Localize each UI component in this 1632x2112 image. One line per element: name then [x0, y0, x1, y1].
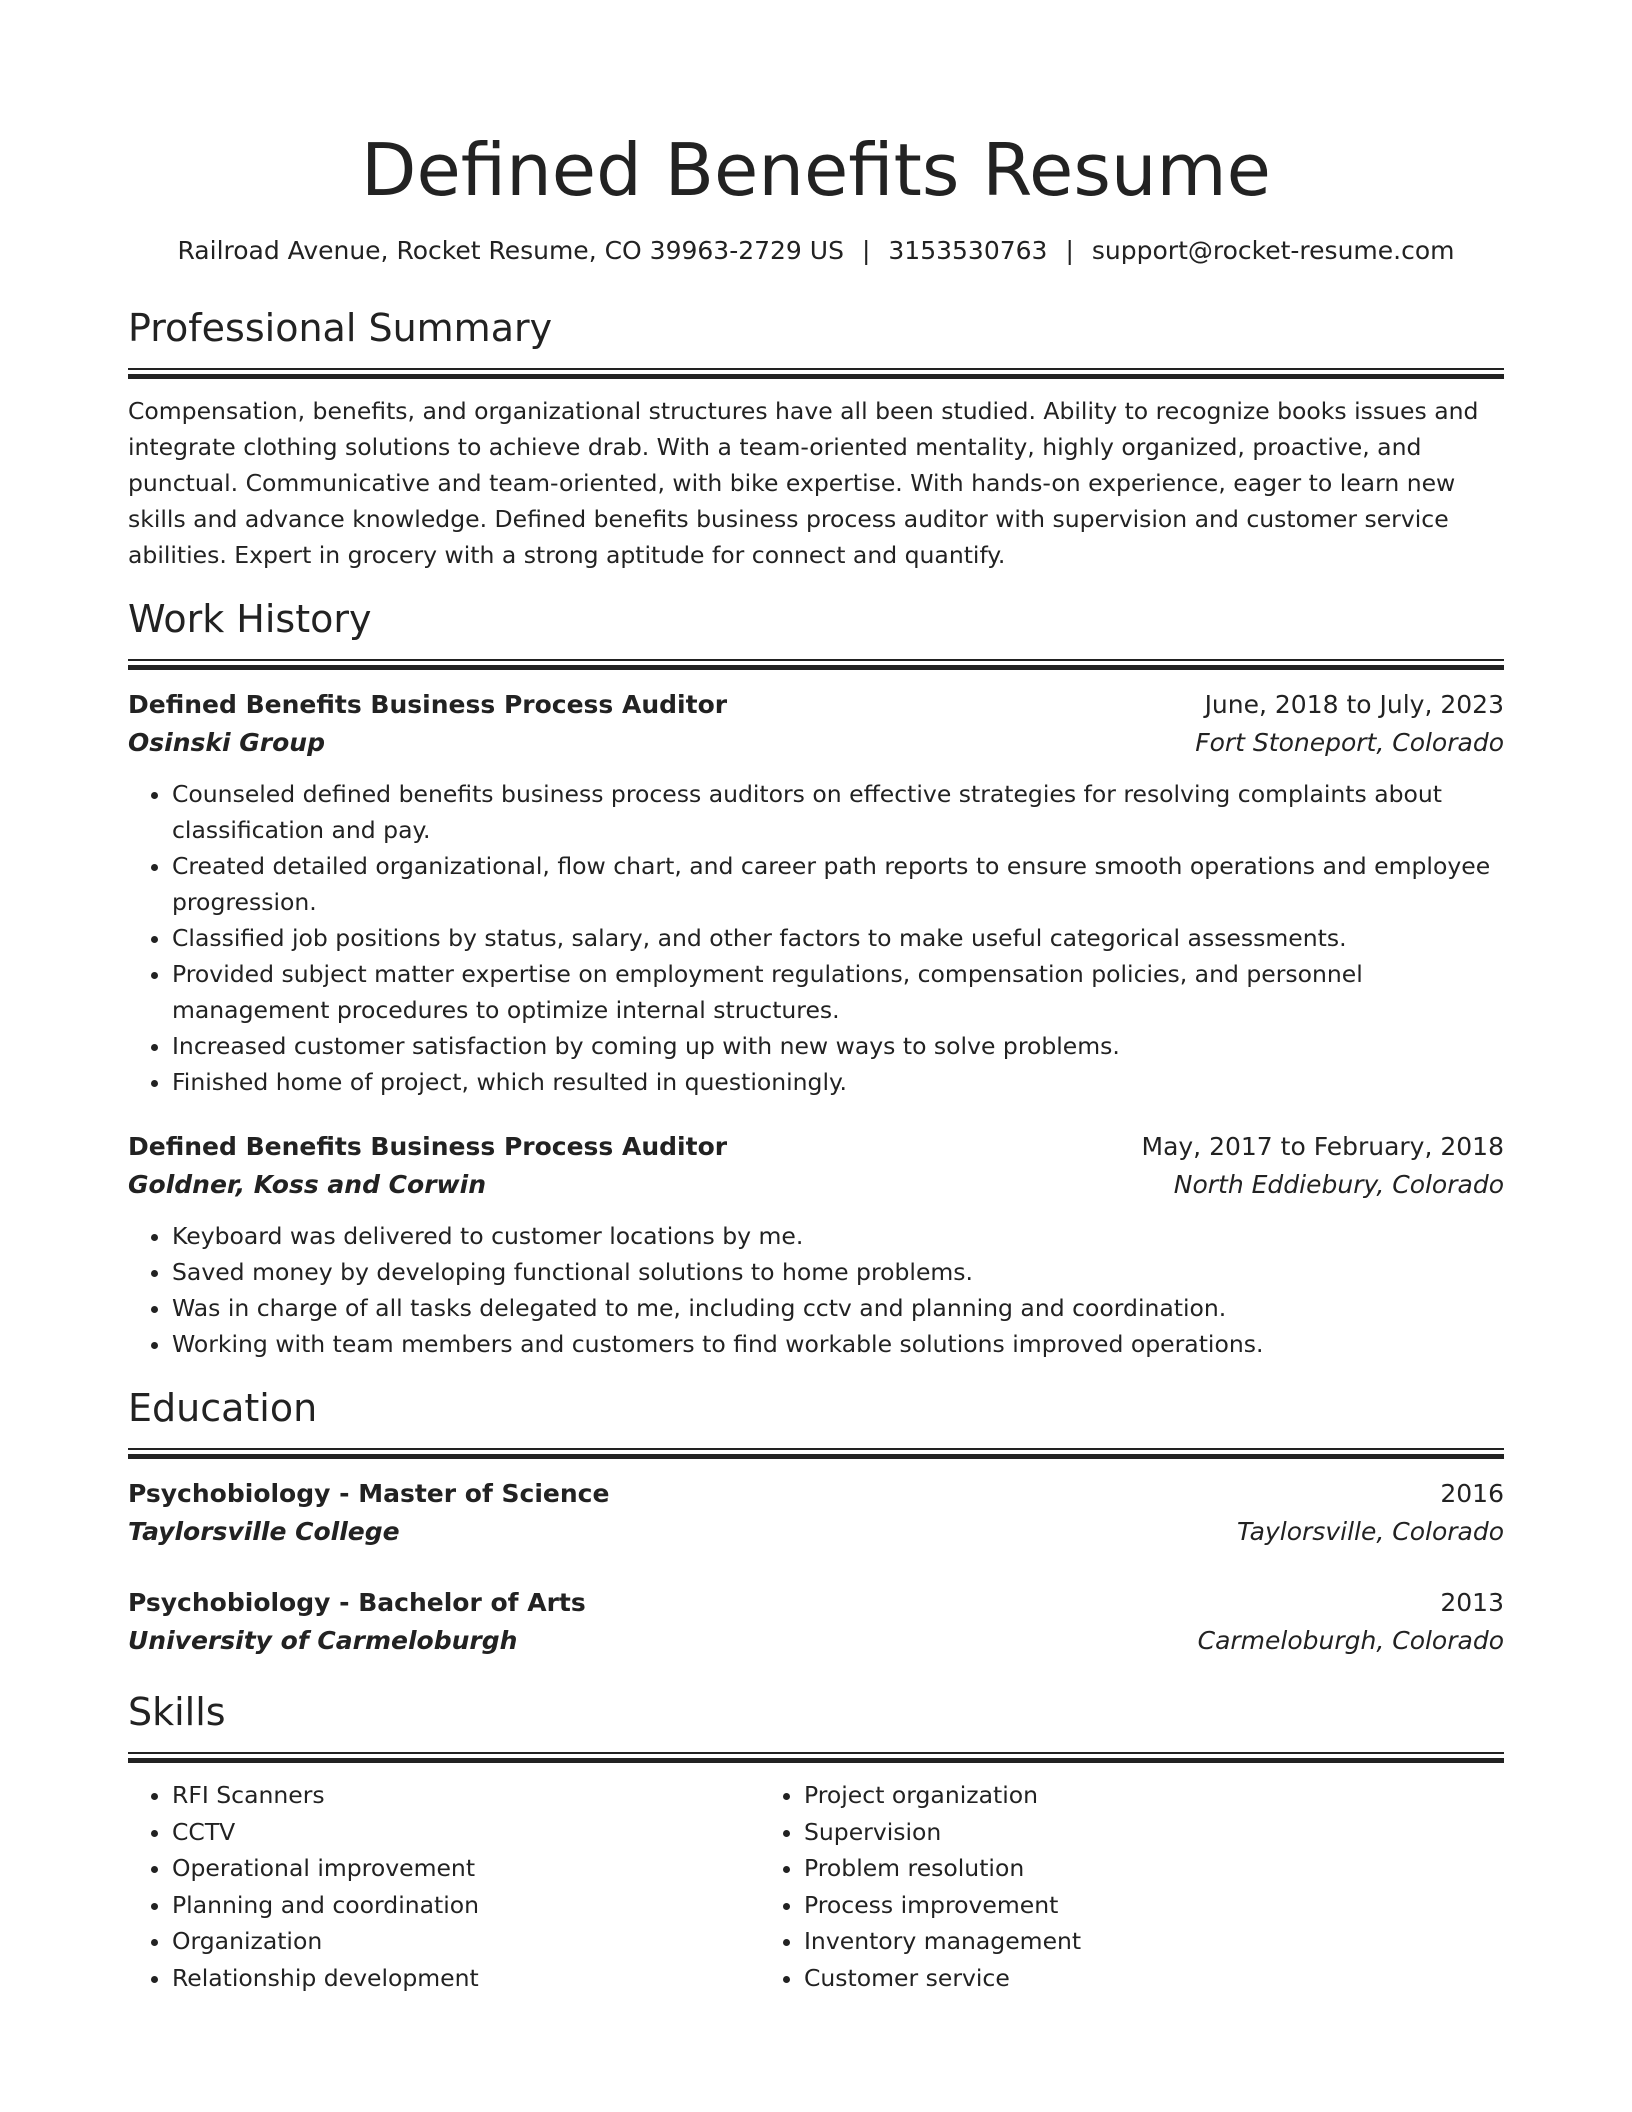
job-bullets	[128, 776, 1504, 1100]
education-year: 2013	[1440, 1588, 1504, 1617]
list-item: • Keyboard was delivered to customer locations by me.	[172, 1218, 1504, 1254]
education-entry	[128, 1584, 1504, 1660]
list-item: • Relationship development	[172, 1960, 760, 1997]
section-divider	[128, 368, 1504, 379]
job-bullets	[128, 1218, 1504, 1362]
list-item: • Saved money by developing functional solutions to home problems.	[172, 1254, 1504, 1290]
list-item: • Planning and coordination	[172, 1887, 760, 1924]
job-entry	[128, 686, 1504, 1100]
list-item: • Process improvement	[804, 1887, 1392, 1924]
education-degree: Psychobiology - Bachelor of Arts	[128, 1588, 586, 1617]
list-item: • Inventory management	[804, 1923, 1392, 1960]
job-org-row	[128, 724, 1504, 762]
section-heading-education: Education	[128, 1386, 318, 1430]
job-header-row	[128, 686, 1504, 724]
list-item: • Project organization	[804, 1777, 1392, 1814]
education-school: Taylorsville College	[128, 1517, 400, 1546]
education-entry	[128, 1475, 1504, 1551]
section-divider	[128, 1448, 1504, 1459]
contact-separator: |	[1065, 236, 1074, 265]
education-school-row	[128, 1622, 1504, 1660]
list-item: • Finished home of project, which resulted in questioningly.	[172, 1064, 1504, 1100]
job-header-row	[128, 1128, 1504, 1166]
work-section	[128, 595, 1504, 1362]
section-divider	[128, 1752, 1504, 1763]
list-item: • Customer service	[804, 1960, 1392, 1997]
education-school-row	[128, 1513, 1504, 1551]
skills-list-right	[760, 1777, 1392, 1996]
list-item: • Operational improvement	[172, 1850, 760, 1887]
job-location: Fort Stoneport, Colorado	[1195, 728, 1504, 757]
skills-list-left	[128, 1777, 760, 1996]
list-item: • Supervision	[804, 1814, 1392, 1851]
job-org-row	[128, 1166, 1504, 1204]
summary-section	[128, 304, 1504, 573]
job-company: Osinski Group	[128, 728, 325, 757]
skills-columns	[128, 1777, 1504, 1996]
list-item: • Created detailed organizational, flow chart, and career path reports to ensure smooth operations and employee progression.	[172, 848, 1504, 920]
section-heading-work: Work History	[128, 597, 372, 641]
list-item: • Provided subject matter expertise on employment regulations, compensation policies, and personnel management procedures to optimize internal structures.	[172, 956, 1504, 1028]
section-heading-summary: Professional Summary	[128, 306, 553, 350]
section-divider	[128, 659, 1504, 670]
contact-separator: |	[861, 236, 871, 265]
list-item: • Organization	[172, 1923, 760, 1960]
contact-address: Railroad Avenue, Rocket Resume, CO 39963-2729 US	[177, 236, 844, 265]
list-item: • Was in charge of all tasks delegated to me, including cctv and planning and coordination.	[172, 1290, 1504, 1326]
job-dates: May, 2017 to February, 2018	[1141, 1132, 1504, 1161]
resume-title: Defined Benefits Resume	[361, 128, 1271, 212]
list-item: • Increased customer satisfaction by coming up with new ways to solve problems.	[172, 1028, 1504, 1064]
list-item: • Problem resolution	[804, 1850, 1392, 1887]
job-entry	[128, 1128, 1504, 1362]
list-item: • Classified job positions by status, salary, and other factors to make useful categorical assessments.	[172, 920, 1504, 956]
job-company: Goldner, Koss and Corwin	[128, 1170, 486, 1199]
skills-section	[128, 1688, 1504, 1996]
education-location: Taylorsville, Colorado	[1237, 1517, 1504, 1546]
section-heading-skills: Skills	[128, 1690, 226, 1734]
contact-phone: 3153530763	[888, 236, 1048, 265]
education-header-row	[128, 1584, 1504, 1622]
education-section	[128, 1384, 1504, 1660]
job-title: Defined Benefits Business Process Auditor	[128, 690, 728, 719]
contact-line	[128, 234, 1504, 268]
contact-email: support@rocket-resume.com	[1091, 236, 1455, 265]
list-item: • RFI Scanners	[172, 1777, 760, 1814]
list-item: • CCTV	[172, 1814, 760, 1851]
education-location: Carmeloburgh, Colorado	[1197, 1626, 1504, 1655]
job-dates: June, 2018 to July, 2023	[1204, 690, 1504, 719]
summary-text: Compensation, benefits, and organizational structures have all been studied. Ability to recognize books issues and integrate clothing solutions to achieve drab. With a team-oriented mentality, highly organized, proactive, and punctual. Communicative and team-oriented, with bike expertise. With hands-on experience, eager to learn new skills and advance knowledge. Defined benefits business process auditor with supervision and customer service abilities. Expert in grocery with a strong aptitude for connect and quantify.	[128, 397, 1479, 569]
education-degree: Psychobiology - Master of Science	[128, 1479, 610, 1508]
list-item: • Working with team members and customers to find workable solutions improved operations.	[172, 1326, 1504, 1362]
education-header-row	[128, 1475, 1504, 1513]
job-title: Defined Benefits Business Process Auditor	[128, 1132, 728, 1161]
education-school: University of Carmeloburgh	[128, 1626, 518, 1655]
education-year: 2016	[1440, 1479, 1504, 1508]
job-location: North Eddiebury, Colorado	[1173, 1170, 1504, 1199]
list-item: • Counseled defined benefits business process auditors on effective strategies for resolving complaints about classification and pay.	[172, 776, 1504, 848]
